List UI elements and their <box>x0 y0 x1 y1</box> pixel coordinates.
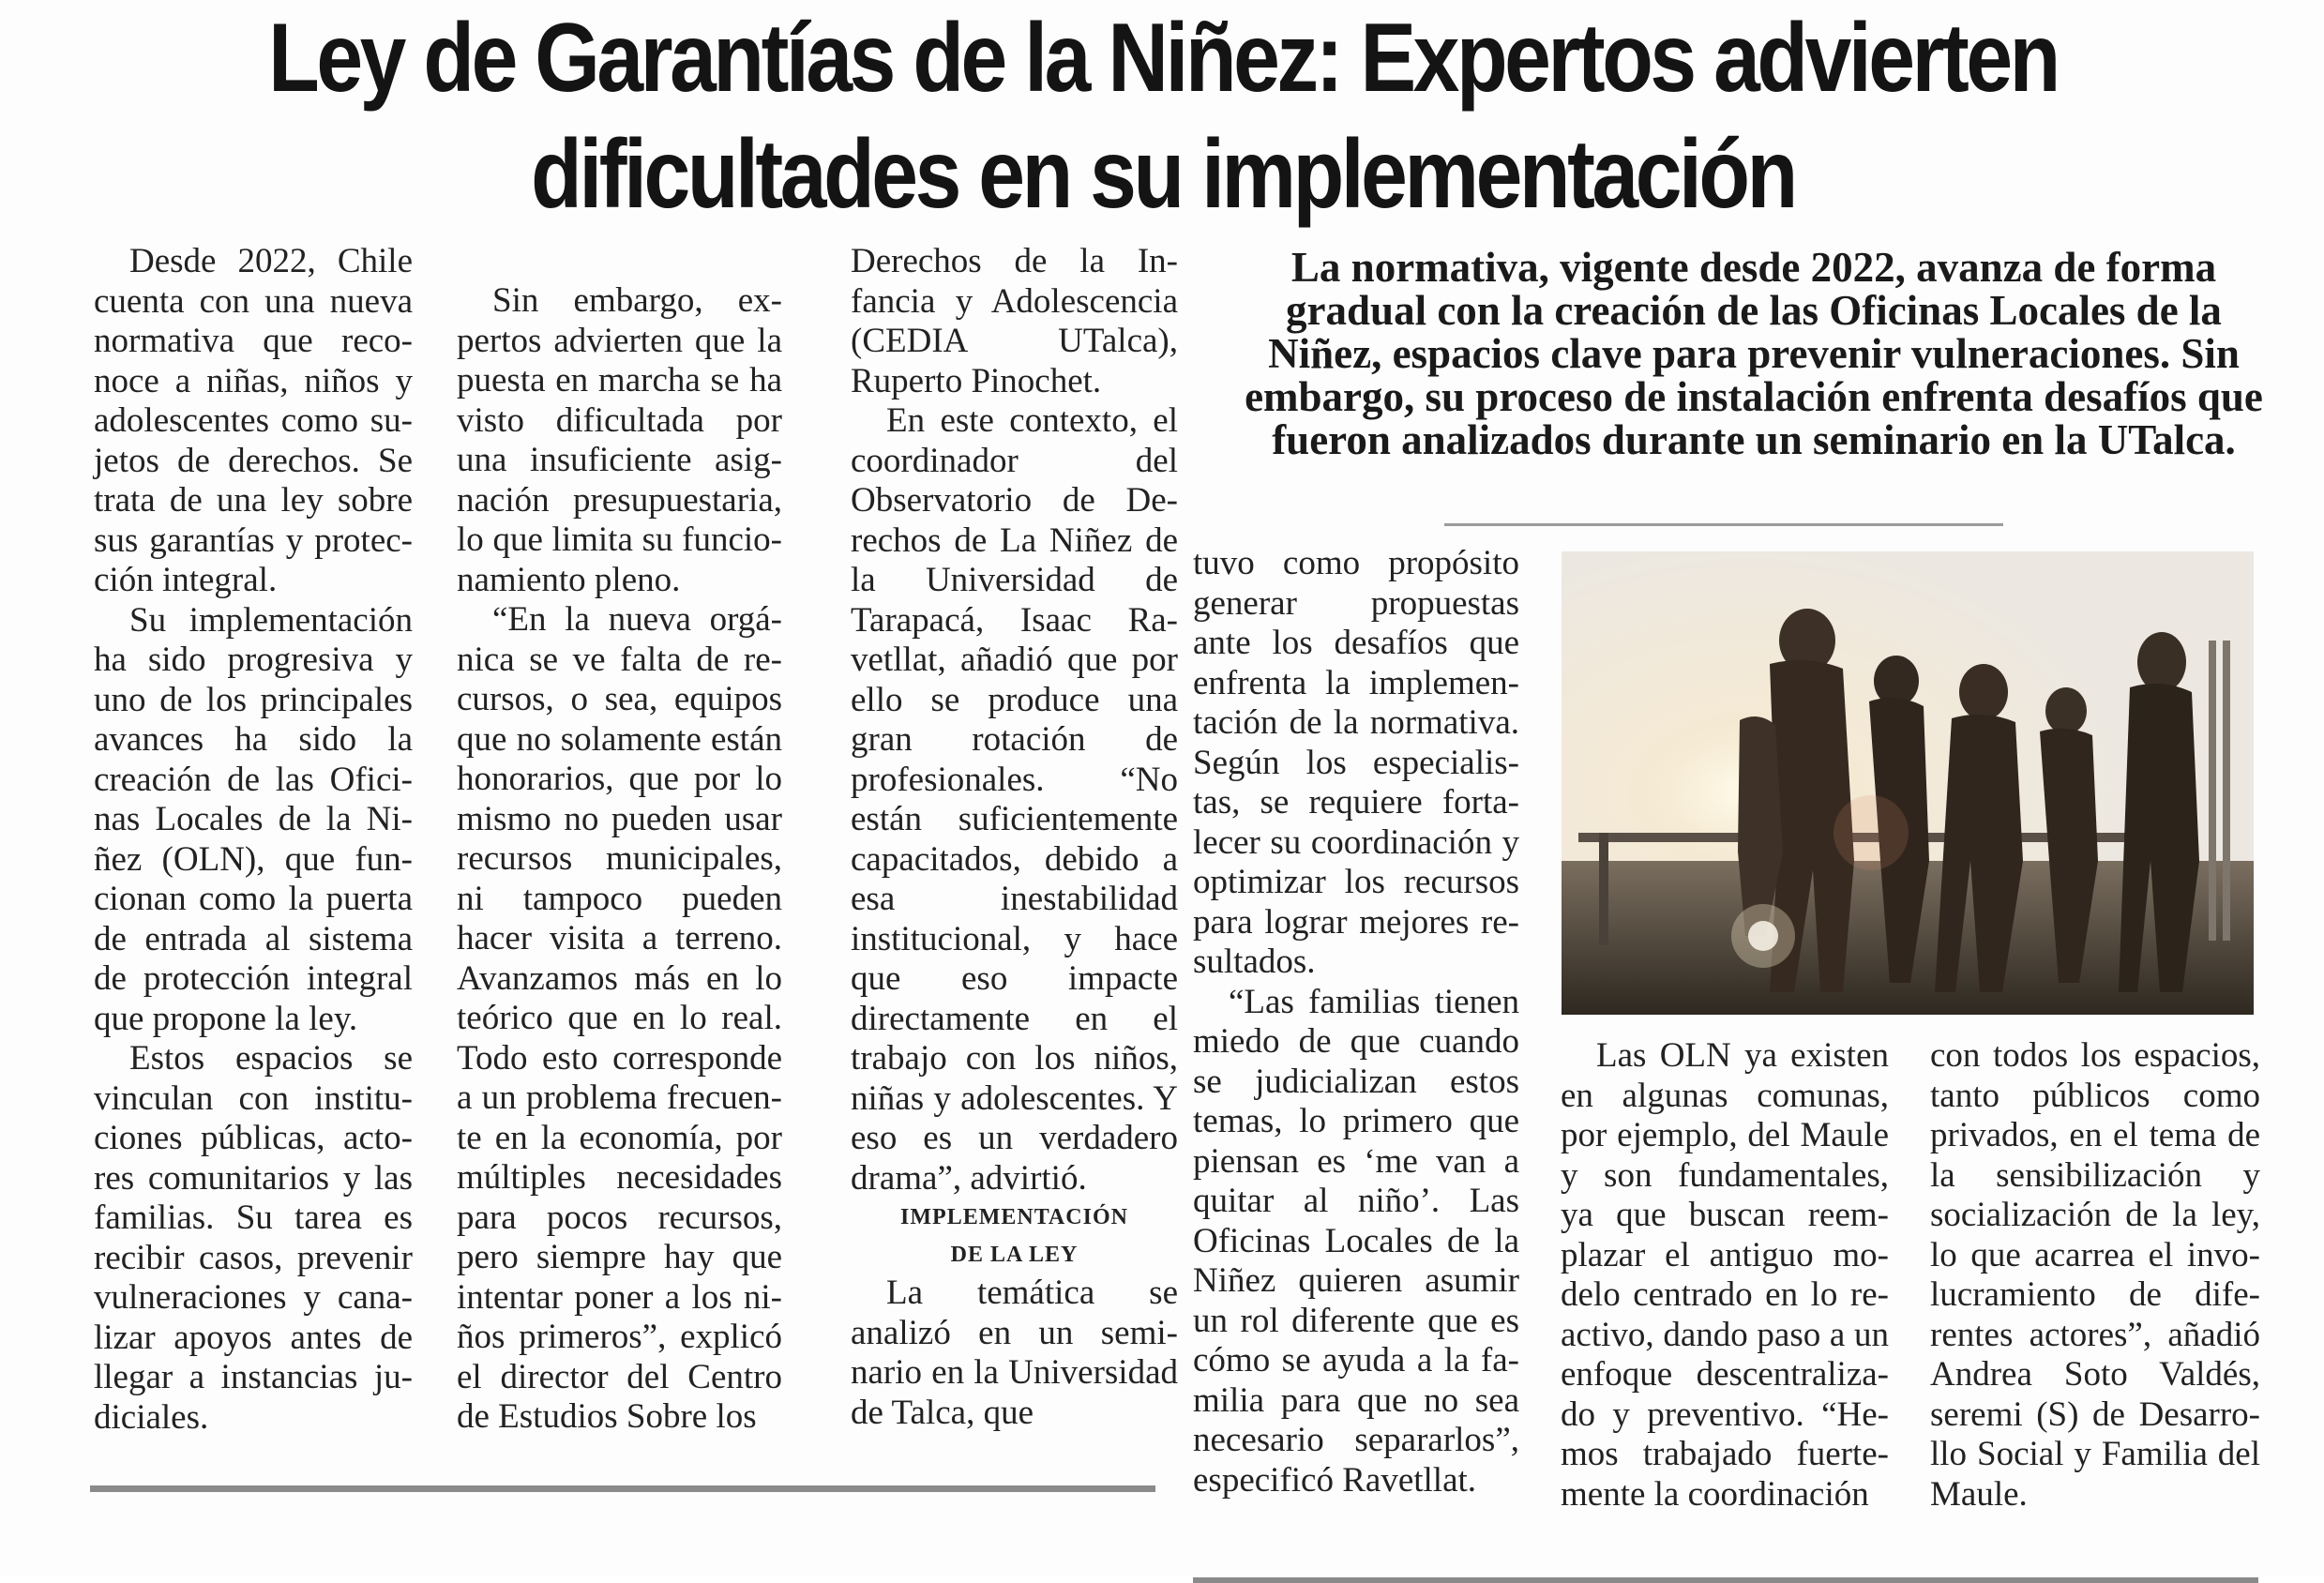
bottom-rule-right <box>1193 1577 2258 1583</box>
paragraph: con todos los espacios, tanto públicos como privados, en el tema de la sensibilización y socialización de la ley, lo que acarrea el involucramiento de diferentes actores”, añadió Andrea Soto Valdés, seremi (S) de Desarrollo Social y Familia del Maule. <box>1930 1036 2260 1514</box>
paragraph: Las OLN ya existen en algunas comunas, por ejemplo, del Maule y son fundamentales, ya que buscan reemplazar el antiguo modelo centrado en lo reactivo, dando paso a un enfoque descentralizado y preventivo. “Hemos trabajado fuertemente la coordinación <box>1561 1036 1889 1514</box>
bottom-rule-left <box>90 1485 1155 1492</box>
headline-line-1: Ley de Garantías de la Niñez: Expertos advierten <box>268 4 2058 113</box>
article-column-2 <box>457 281 782 1438</box>
subhead-line-1: IMPLEMENTACIÓN <box>900 1205 1128 1229</box>
article-column-1 <box>94 242 413 1438</box>
paragraph: La temática se analizó en un seminario en la Universidad de Talca, que <box>851 1274 1178 1432</box>
headline-line-2: dificultades en su implementación <box>531 120 1795 229</box>
paragraph: tuvo como propósito generar propuestas ante los desafíos que enfrenta la implementación de la normativa. Según los especialistas, se requiere fortalecer su coordinación y optimizar los recursos para lograr mejores resultados. <box>1193 544 1519 981</box>
article-photo <box>1562 551 2254 1015</box>
article-column-3 <box>851 242 1178 1433</box>
paragraph: Estos espacios se vinculan con instituciones públicas, actores comunitarios y las familias. Su tarea es recibir casos, prevenir vulneraciones y canalizar apoyos antes de llegar a instancias judiciales. <box>94 1039 413 1437</box>
paragraph: En este contexto, el coordinador del Observatorio de Derechos de La Niñez de la Universidad de Tarapacá, Isaac Ravetllat, añadió que por ello se produce una gran rotación de profesionales. “No están suficientemente capacitados, debido a esa inestabilidad institucional, y hace que eso impacte directamente en el trabajo con los niños, niñas y adolescentes. Y eso es un verdadero drama”, advirtió. <box>851 401 1178 1198</box>
paragraph: Derechos de la Infancia y Adolescencia (CEDIA UTalca), Ruperto Pinochet. <box>851 242 1178 400</box>
paragraph: Sin embargo, expertos advierten que la puesta en marcha se ha visto dificultada por una insuficiente asignación presupuestaria, lo que limita su funcionamiento pleno. <box>457 281 782 599</box>
article-column-6 <box>1930 1036 2260 1515</box>
headline <box>211 0 2115 233</box>
paragraph: “En la nueva orgánica se ve falta de recursos, o sea, equipos que no solamente están honorarios, que por lo mismo no pueden usar recursos municipales, ni tampoco pueden hacer visita a terreno. Avanzamos más en lo teórico que en lo real. Todo esto corresponde a un problema frecuente en la economía, por múltiples necesidades para pocos recursos, pero siempre hay que intentar poner a los niños primeros”, explicó el director del Centro de Estudios Sobre los <box>457 600 782 1436</box>
paragraph: Desde 2022, Chile cuenta con una nueva normativa que reconoce a niñas, niños y adolescentes como sujetos de derechos. Se trata de una ley sobre sus garantías y protección integral. <box>94 242 413 599</box>
article-column-5 <box>1561 1036 1889 1515</box>
lead-divider <box>1444 523 2003 526</box>
paragraph: “Las familias tienen miedo de que cuando se judicializan estos temas, lo primero que piensan es ‘me van a quitar al niño’. Las Oficinas Locales de la Niñez quieren asumir un rol diferente que es cómo se ayuda a la familia para que no sea necesario separarlos”, especificó Ravetllat. <box>1193 982 1519 1500</box>
section-subhead <box>851 1199 1178 1274</box>
photo-children-playground-icon <box>1562 551 2254 1015</box>
article-column-4 <box>1193 544 1519 1500</box>
subhead-line-2: DE LA LEY <box>950 1243 1079 1267</box>
paragraph: Su implementación ha sido progresiva y uno de los principales avances ha sido la creación de las Oficinas Locales de la Niñez (OLN), que funcionan como la puerta de entrada al sistema de protección integral que propone la ley. <box>94 600 413 1038</box>
lead-paragraph: La normativa, vigente desde 2022, avanza de forma gradual con la creación de las Oficinas Locales de la Niñez, espacios clave para prevenir vulneraciones. Sin embargo, su proceso de instalación enfrenta desafíos que fueron analizados durante un seminario en la UTalca. <box>1245 244 2263 463</box>
